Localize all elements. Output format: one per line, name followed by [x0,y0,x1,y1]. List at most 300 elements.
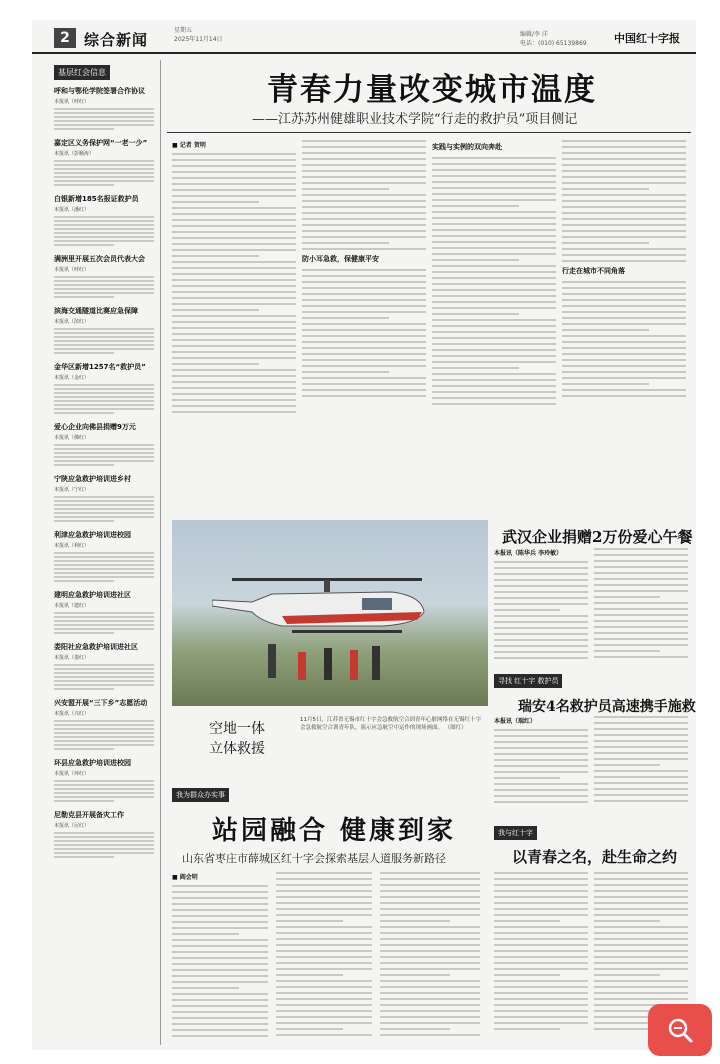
text-line [594,896,688,898]
text-line [54,348,154,350]
news-item-body [54,655,154,690]
page-number: 2 [54,28,76,48]
text-line [494,741,588,743]
text-line [562,281,686,283]
text-line [494,729,588,731]
text-line [432,349,556,351]
text-line [302,140,426,142]
text-line [54,568,154,570]
text-line [172,225,296,227]
text-line [54,452,154,454]
text-line [54,508,154,510]
text-line [494,902,588,904]
text-line [54,336,154,338]
text-line [54,404,154,406]
story-zaozhuang-subheadline: 山东省枣庄市薛城区红十字会探索基层人道服务新路径 [182,852,446,865]
text-line [54,216,154,218]
text-line [562,299,686,301]
text-line [172,243,296,245]
text-line [54,456,154,458]
text-line [172,969,268,971]
text-line [276,1010,372,1012]
text-line [54,116,154,118]
text-line [380,920,450,922]
news-item [54,590,154,634]
text-line [380,1022,480,1024]
text-line [54,612,154,614]
text-line [494,998,588,1000]
text-line [54,340,154,342]
news-item-body [54,603,154,634]
text-line [432,403,556,405]
text-line [594,656,688,658]
text-line [172,159,296,161]
text-line [594,782,688,784]
text-line [276,908,372,910]
text-line [432,367,519,369]
text-line [432,283,556,285]
text-line [494,1022,588,1024]
news-item [54,474,154,522]
text-line [172,381,296,383]
text-line [380,908,480,910]
story-youth-col-1 [494,872,588,1044]
text-line [172,339,296,341]
text-line [172,987,239,989]
text-line [302,323,426,325]
text-line [54,448,154,450]
text-line [494,884,588,886]
text-line [380,980,480,982]
text-line [494,914,588,916]
text-line [172,999,268,1001]
news-item-body [54,543,154,582]
text-line [172,915,268,917]
text-line [494,908,588,910]
text-line [562,311,686,313]
text-line [302,194,426,196]
text-line [494,795,588,797]
text-line [432,163,556,165]
text-line [302,152,426,154]
text-line [494,956,588,958]
text-line [172,231,296,233]
text-line [54,400,154,402]
text-line [302,311,426,313]
text-line [276,962,372,964]
text-line [494,896,588,898]
text-line [54,792,154,794]
text-line [54,512,154,514]
news-item-lead: 本报讯（潘红） [54,207,90,213]
text-line [562,254,686,256]
text-line [172,387,296,389]
story-wuhan-col-1 [494,548,588,668]
text-line [432,181,556,183]
text-line [54,496,154,498]
main-story-col-2 [302,140,426,512]
magnifier-icon [666,1016,694,1044]
text-line [594,644,688,646]
text-line [494,597,588,599]
text-line [432,157,556,159]
text-line [302,377,426,379]
text-line [494,872,588,874]
text-line [54,516,154,518]
text-line [302,188,389,190]
news-item [54,422,154,466]
text-line [172,963,268,965]
text-line [172,957,268,959]
text-line [172,369,296,371]
text-line [494,944,588,946]
text-line [172,921,268,923]
text-line [594,566,688,568]
text-line [54,720,154,722]
text-line [594,554,688,556]
text-line [54,164,154,166]
text-line [172,375,296,377]
news-item-lead: 本报讯（彭顺涛） [54,151,95,157]
text-line [54,796,154,798]
text-line [594,986,688,988]
text-line [172,939,268,941]
text-line [302,182,426,184]
left-news-column [54,60,154,1050]
text-line [302,317,389,319]
story-zaozhuang-tag: 我为群众办实事 [172,788,229,802]
text-line [172,1011,268,1013]
text-line [432,235,556,237]
main-story-col-4 [562,140,686,512]
news-item-lead: 本报讯（宁红） [54,487,90,493]
text-line [302,248,426,250]
text-line [432,265,556,267]
text-line [432,325,556,327]
text-line [494,783,588,785]
text-line [594,752,688,754]
text-line [594,872,688,874]
text-line [494,735,588,737]
text-line [54,332,154,334]
text-line [562,353,686,355]
text-line [54,852,154,854]
text-line [172,975,268,977]
text-line [172,399,296,401]
text-line [276,902,372,904]
text-line [302,242,389,244]
text-line [54,176,154,178]
text-line [54,664,154,666]
text-line [594,578,688,580]
text-line [54,280,154,282]
text-line [302,365,426,367]
text-line [562,146,686,148]
headline-rule [167,132,691,133]
text-line [172,189,296,191]
text-line [562,176,686,178]
text-line [276,1004,372,1006]
text-line [380,974,450,976]
newspaper-page [32,20,696,1050]
text-line [494,1004,588,1006]
text-line [54,624,154,626]
text-line [562,224,686,226]
text-line [302,389,426,391]
text-line [380,902,480,904]
text-line [432,253,556,255]
text-line [494,974,560,976]
text-line [54,284,154,286]
text-line [432,337,556,339]
text-line [54,520,114,522]
main-story-col-1 [172,140,296,512]
text-line [172,195,296,197]
issue-date [174,26,223,44]
text-line [494,765,588,767]
news-item-lead: 本报讯（滨红） [54,319,90,325]
story-zaozhuang-byline: ■ 阎会明 [172,874,198,881]
text-line [54,672,154,674]
text-line [494,645,588,647]
text-line [54,744,154,746]
text-line [54,680,154,682]
text-line [432,289,556,291]
text-line [54,728,154,730]
photo-caption-credit: （图红） [444,725,467,731]
text-line [276,980,372,982]
text-line [54,396,154,398]
issue-full-date: 2025年11月14日 [174,36,223,43]
main-subhead-3: 行走在城市不同角落 [562,267,625,275]
text-line [594,800,688,802]
text-line [594,944,688,946]
text-line [302,371,389,373]
text-line [54,748,114,750]
text-line [594,956,688,958]
text-line [54,576,154,578]
text-line [494,992,588,994]
text-line [562,194,686,196]
text-line [172,213,296,215]
news-item-title: 利津应急救护培训进校园 [54,531,131,539]
text-line [172,933,239,935]
text-line [54,168,154,170]
story-zaozhuang-col-1 [172,872,268,1044]
text-line [380,1016,480,1018]
text-line [432,271,556,273]
news-list [54,86,154,858]
text-line [432,391,556,393]
text-line [562,260,686,262]
photo-caption-line-1: 空地一体 [209,721,265,737]
text-line [432,295,556,297]
text-line [562,158,686,160]
story-wuhan-byline: 本报讯（陈华兵 李玲敏） [494,550,563,557]
text-line [432,259,519,261]
text-line [494,801,588,803]
text-line [302,305,426,307]
text-line [276,1034,372,1036]
text-line [494,980,588,982]
news-item [54,530,154,582]
text-line [494,926,588,928]
text-line [562,248,686,250]
story-youth-tag: 我与红十字 [494,826,537,840]
text-line [594,920,660,922]
text-line [54,556,154,558]
text-line [594,602,688,604]
text-line [380,950,480,952]
text-line [172,1035,268,1037]
news-item-body [54,99,154,130]
text-line [594,776,688,778]
text-line [276,884,372,886]
news-item [54,138,154,186]
text-line [594,728,688,730]
news-item-lead: 本报讯（金红） [54,375,90,381]
text-line [380,1034,480,1036]
text-line [494,621,588,623]
text-line [302,164,426,166]
text-line [302,299,426,301]
text-line [172,219,296,221]
text-line [594,902,688,904]
news-item-lead: 本报讯（兴红） [54,711,90,717]
text-line [594,746,688,748]
text-line [172,309,259,311]
text-line [562,182,686,184]
news-item-body [54,207,154,246]
text-line [172,411,296,413]
text-line [562,341,686,343]
main-byline: ■ 记者 贺明 [172,142,206,149]
text-line [54,616,154,618]
text-line [172,981,268,983]
news-item-lead: 本报讯（环红） [54,771,90,777]
editor-info [520,30,587,48]
text-line [54,444,154,446]
text-line [172,945,268,947]
text-line [276,986,372,988]
text-line [562,389,686,391]
text-line [562,323,686,325]
text-line [494,639,588,641]
text-line [54,220,154,222]
text-line [172,927,268,929]
text-line [380,944,480,946]
text-line [54,844,154,846]
text-line [302,347,426,349]
text-line [302,224,426,226]
text-line [562,359,686,361]
text-line [302,212,426,214]
text-line [172,321,296,323]
text-line [594,938,688,940]
text-line [172,291,296,293]
text-line [432,385,556,387]
text-line [172,327,296,329]
text-line [54,580,114,582]
text-line [562,242,649,244]
text-line [432,211,556,213]
text-line [594,998,688,1000]
story-wuhan-headline: 武汉企业捐赠2万份爱心午餐 [502,528,693,546]
text-line [494,938,588,940]
text-line [54,224,154,226]
text-line [594,722,688,724]
text-line [594,908,688,910]
text-line [54,328,154,330]
text-line [494,615,588,617]
news-item [54,362,154,414]
newspaper-brand: 中国红十字报 [614,32,680,45]
text-line [494,651,588,653]
text-line [562,329,649,331]
news-item-lead: 本报讯（娄红） [54,655,90,661]
text-line [302,335,426,337]
news-item-lead: 本报讯（建红） [54,603,90,609]
text-line [380,932,480,934]
text-line [432,307,556,309]
text-line [380,962,480,964]
news-item-title: 满洲里开展五次会员代表大会 [54,255,145,263]
photo-caption-text [300,716,486,732]
story-ruian-col-2 [594,716,688,816]
text-line [172,177,296,179]
text-line [432,331,556,333]
news-item-lead: 本报讯（利红） [54,543,90,549]
text-line [54,384,154,386]
text-line [302,269,426,271]
text-line [432,277,556,279]
text-line [172,165,296,167]
text-line [54,732,154,734]
text-line [380,896,480,898]
text-line [380,956,480,958]
text-line [54,352,114,354]
text-line [494,777,560,779]
text-line [562,236,686,238]
text-line [54,800,114,802]
text-line [432,229,556,231]
news-item-body [54,267,154,298]
text-line [172,363,259,365]
text-line [380,938,480,940]
text-line [594,626,688,628]
text-line [594,716,688,718]
text-line [54,124,154,126]
news-item-title: 滨海交通隧道比赛应急保障 [54,307,138,315]
story-youth-headline: 以青春之名，赴生命之约 [512,848,678,866]
text-line [172,285,296,287]
text-line [494,962,588,964]
text-line [594,884,688,886]
text-line [172,279,296,281]
text-line [380,884,480,886]
text-line [172,351,296,353]
text-line [594,572,688,574]
news-item [54,86,154,130]
text-line [54,288,154,290]
text-line [302,329,426,331]
text-line [494,789,588,791]
text-line [594,794,688,796]
text-line [494,753,588,755]
zoom-search-button[interactable] [648,1004,712,1056]
news-item-lead: 本报讯（佛红） [54,435,90,441]
text-line [302,383,426,385]
